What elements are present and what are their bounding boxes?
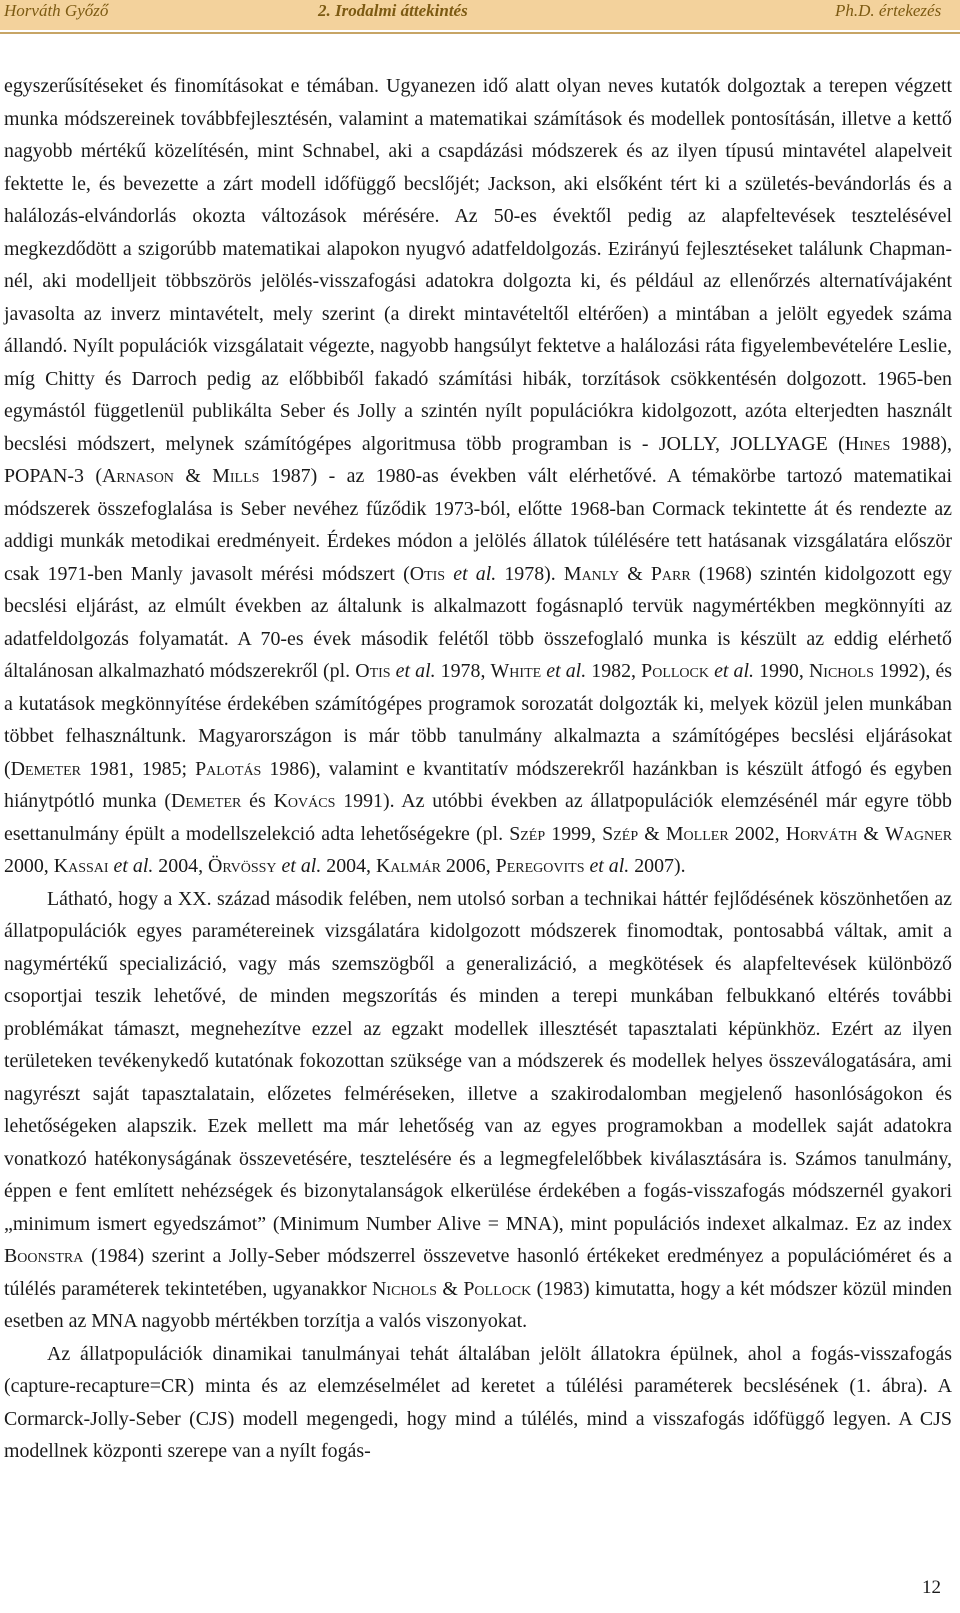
text-run: 1988), POPAN-3 ( [4, 432, 952, 487]
et-al: et al. [281, 855, 322, 877]
text-run: 1999, [545, 822, 603, 845]
header-chapter-title: 2. Irodalmi áttekintés [318, 1, 468, 20]
author-name: White [490, 660, 542, 682]
text-run: 2006, [440, 855, 496, 877]
text-run: (1968) szintén kidolgozott egy becslési eljárást, az elmúlt években az általunk is alkalmazott fogásnapló tervük nagymértékben megkönnyíti az adatfeldolgozás folyamatát. A 70-es évek második felétől több összefoglaló munka is készült az eddig elérhető általánosan alkalmazható módszerekről (pl. [4, 562, 952, 682]
author-name: Nichols [808, 660, 874, 682]
text-run: 2000, [4, 855, 54, 877]
text-run: & [857, 822, 886, 845]
author-name: Mills [212, 465, 260, 487]
text-run: 1981, 1985; [80, 757, 196, 780]
author-name: Kassai [53, 855, 109, 877]
paragraph [4, 70, 952, 883]
text-run: & [436, 1277, 464, 1300]
author-name: Palotás [195, 757, 262, 780]
text-run: 1990, [753, 660, 809, 682]
author-name: Szép [509, 822, 546, 845]
text-run: és [241, 790, 274, 812]
text-run: 1982, [586, 660, 642, 682]
text-run: & [638, 822, 666, 845]
text-run: & [619, 562, 651, 585]
author-name: Demeter [171, 790, 242, 812]
paragraph [4, 1338, 952, 1468]
text-run: egyszerűsítéseket és finomításokat e témában. Ugyanezen idő alatt olyan neves kutatók dolgoztak a terepen végzett munka módszereinek továbbfejlesztésén, valamint a matematikai számítások és modellek pontosításán, illetve a kettő nagyobb mértékű közelítésén, mint Schnabel, aki a csapdázási módszerek és az ilyen típusú mintavétel alapelveit fektette le, és bevezette a zárt modell időfüggő becslőjét; Jackson, aki elsőként tért ki a születés-bevándorlás és a halálozás-elvándorlás okozta változások mérésére. Az 50-es évektől pedig az alapfeltevések tesztelésével megkezdődött a szigorúbb matematikai alapokon nyugvó adatfeldolgozás. Ezirányú fejlesztéseket találunk Chapman-nél, aki modelljeit többszörös jelölés-visszafogási adatokra dolgozta ki, és például az ellenőrzés alternatívájaként javasolta az inverz mintavételt, mely szerint (a direkt mintavételtől eltérően) a mintában a jelölt egyedek száma állandó. Nyílt populációk vizsgálatait végezte, nagyobb hangsúlyt fektetve a halálozási ráta figyelembevételére Leslie, míg Chitty és Darroch pedig az előbbiből fakadó számítási hibák, torzítások csökkentésén dolgozott. 1965-ben egymástól függetlenül publikálta Seber és Jolly a szintén nyílt populációkra kidolgozott, azóta elterjedten használt becslési módszert, melynek számítógépes algoritmusa több programban is - JOLLY, JOLLYAGE ( [4, 75, 952, 455]
text-run: 1978). [496, 562, 564, 585]
et-al: et al. [395, 660, 436, 682]
et-al: et al. [589, 855, 630, 877]
text-run: 1992), és a kutatások megkönnyítése érdekében számítógépes programok sorozatát dolgozták ki, melyek közül jelen munkában többet felhasználtunk. Magyarországon is már több tanulmány alkalmazta a számítógépes becslési eljárásokat ( [4, 660, 953, 780]
body-text [4, 70, 952, 1468]
author-name: Demeter [10, 757, 81, 780]
author-name: Horváth [785, 822, 858, 845]
author-name: Boonstra [4, 1245, 84, 1267]
text-run: 1978, [435, 660, 491, 682]
header-thesis-label: Ph.D. értekezés [835, 1, 942, 20]
et-al: et al. [113, 855, 154, 877]
text-run: & [173, 465, 213, 487]
page-number: 12 [922, 1577, 941, 1598]
text-run: 2004, [153, 855, 209, 877]
author-name: Manly [563, 562, 620, 585]
et-al: et al. [546, 660, 587, 682]
author-name: Pollock [463, 1277, 532, 1300]
author-name: Otis [355, 660, 391, 682]
text-run: 2002, [728, 822, 786, 845]
running-header [0, 0, 960, 30]
author-name: Hines [844, 432, 891, 455]
text-run: 1991). Az utóbbi években az állatpopulációk elemzésénél már egyre több esettanulmány épült a modellszelekció adta lehetőségekre (pl. [4, 790, 953, 845]
author-name: Örvössy [208, 855, 277, 877]
author-name: Arnason [101, 465, 174, 487]
author-name: Nichols [372, 1277, 437, 1300]
author-name: Szép [602, 822, 639, 845]
et-al: et al. [453, 562, 497, 585]
author-name: Parr [650, 562, 691, 585]
text-run: Látható, hogy a XX. század második felében, nem utolsó sorban a technikai háttér fejlődésének köszönhetően az állatpopulációk egyes paramétereinek vizsgálatára kidolgozott módszerek finomodtak, pontosabbá váltak, amit a nagymértékű specializáció, vagy más szemszögből a generalizáció, a megkötések és alapfeltevések különböző csoportjai teszik lehetővé, de minden megszorítás és minden a terepi munkában felbukkanó eltérés további problémákat támaszt, megnehezítve ezzel az egzakt modellek illesztését tapasztalati képünkhöz. Ezért az ilyen területeken tevékenykedő kutatónak fokozottan szüksége van a módszerek és modellek helyes összeválogatására, ami nagyrészt saját tapasztalatain, előzetes felméréseken, illetve a szakirodalomban megjelenő hasonlóságokon és lehetőségeken alapszik. Ezek mellett ma már lehetőség van az egyes programokban a modellek saját adatokra vonatkozó hatékonyságának összevetésére, tesztelésére és a legmegfelelőbbek kiválasztására is. Számos tanulmány, éppen e fent említett nehézségek és bizonytalanságok elkerülése érdekében a fogás-visszafogás módszernél gyakori „minimum ismert egyedszámot” (Minimum Number Alive = MNA), mint populációs indexet alkalmaz. Ez az index [4, 887, 952, 1235]
text-run: 1987) - az 1980-as években vált elérhetővé. A témakörbe tartozó matematikai módszerek összefoglalása is Seber nevéhez fűződik 1973-ból, előtte 1968-ban Cormack tekintette át és rendezte az addigi munkák metodikai eredményeit. Érdekes módon a jelölés állatok túlélésére tett hatásanak vizsgálatára először csak 1971-ben Manly javasolt mérési módszert ( [4, 465, 952, 585]
author-name: Kalmár [376, 855, 441, 877]
header-author: Horváth Győző [4, 1, 109, 20]
author-name: Moller [665, 822, 729, 845]
et-al: et al. [714, 660, 754, 682]
author-name: Pollock [641, 660, 709, 682]
paragraph [4, 883, 952, 1338]
text-run: 2007). [629, 855, 686, 877]
text-run: (1984) szerint a Jolly-Seber módszerrel összevetve hasonló értékeket eredményez a populációméret és a túlélés paraméterek tekintetében, ugyanakkor [4, 1245, 952, 1300]
author-name: Peregovits [495, 855, 585, 877]
author-name: Kovács [273, 790, 336, 812]
text-run: (1983) kimutatta, hogy a két módszer közül minden esetben az MNA nagyobb mértékben torzítja a valós viszonyokat. [4, 1277, 952, 1332]
header-divider [0, 32, 960, 34]
text-run: Az állatpopulációk dinamikai tanulmányai tehát általában jelölt állatokra épülnek, ahol a fogás-visszafogás (capture-recapture=CR) minta és az elemzéselmélet ad keretet a túlélési paraméterek becslésének (1. ábra). A Cormarck-Jolly-Seber (CJS) modell megengedi, hogy mind a túlélés, mind a visszafogás időfüggő legyen. A CJS modellnek központi szerepe van a nyílt fogás- [4, 1342, 952, 1462]
text-run: 1986), valamint e kvantitatív módszerekről hazánkban is készült átfogó és egyben hiánytpótló munka ( [4, 757, 952, 812]
text-run: 2004, [321, 855, 376, 877]
author-name: Wagner [885, 822, 953, 845]
author-name: Otis [409, 562, 446, 585]
